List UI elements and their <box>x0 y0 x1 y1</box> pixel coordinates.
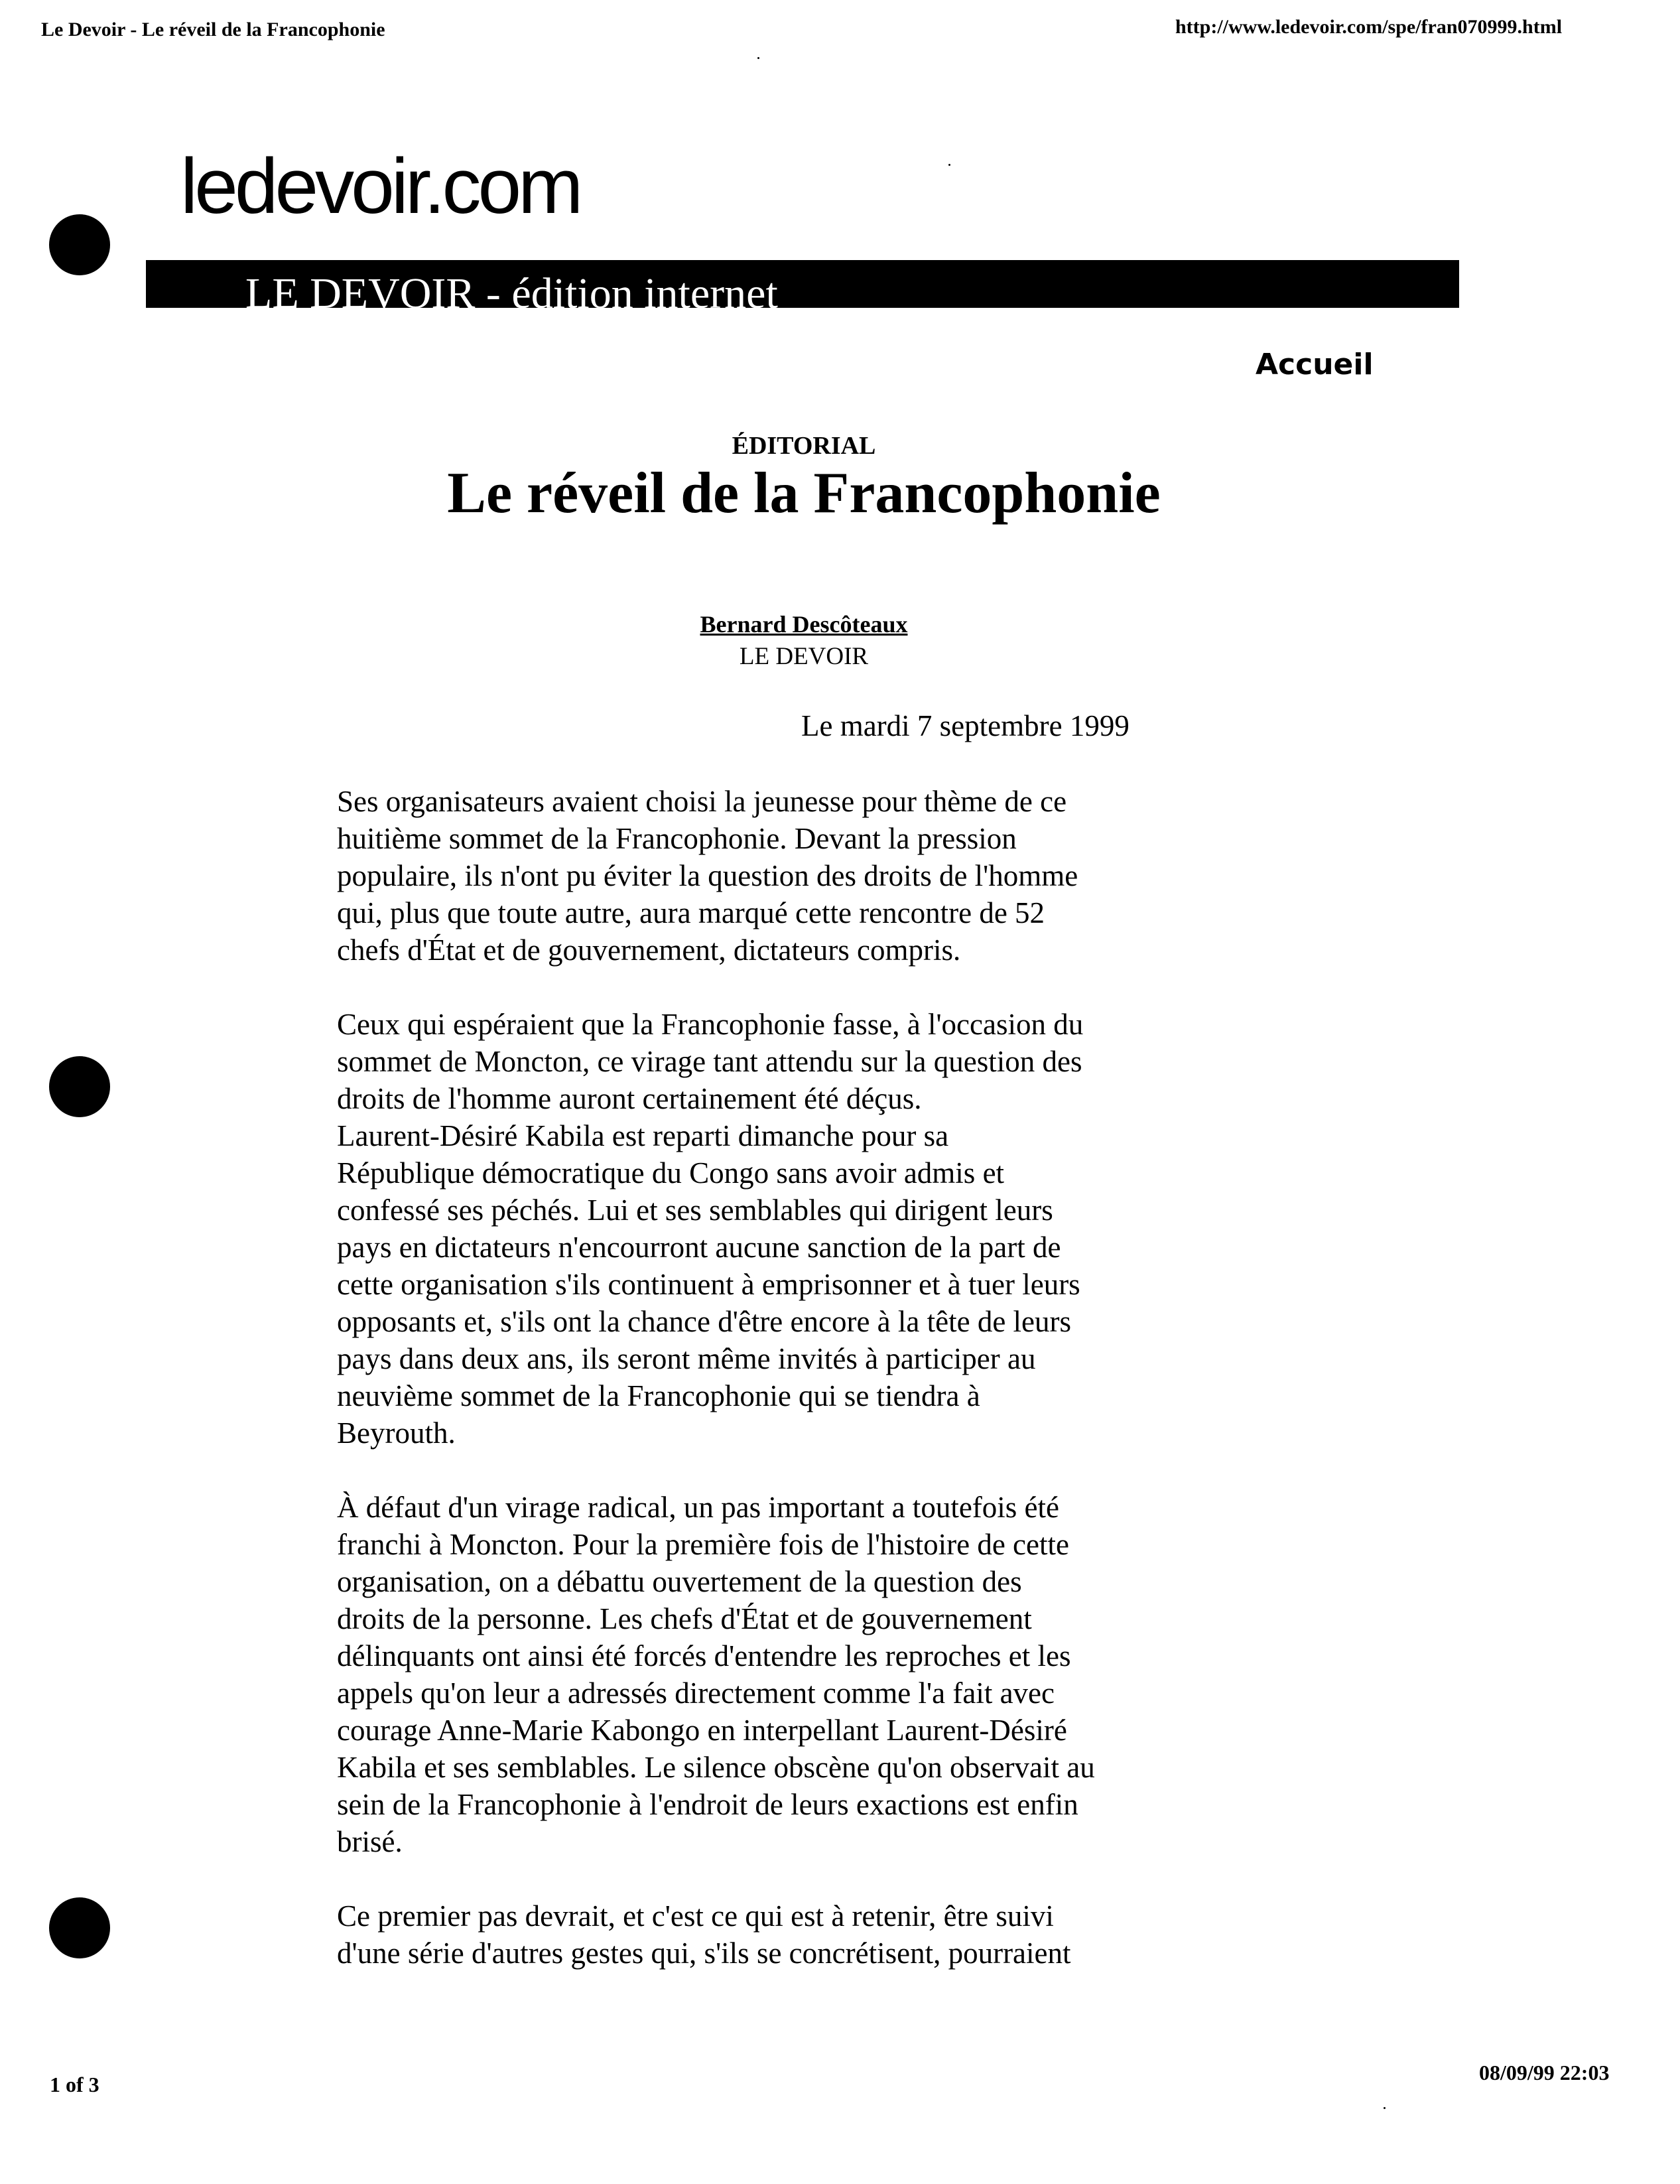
text-line: droits de la personne. Les chefs d'État et de gouvernement <box>337 1602 1032 1635</box>
scan-speck <box>1384 2107 1386 2109</box>
text-line: confessé ses péchés. Lui et ses semblables qui dirigent leurs <box>337 1194 1053 1227</box>
text-line: Beyrouth. <box>337 1416 456 1450</box>
text-line: Kabila et ses semblables. Le silence obscène qu'on observait au <box>337 1751 1095 1784</box>
edition-banner-text: LE DEVOIR - édition internet <box>245 269 778 308</box>
section-label: ÉDITORIAL <box>732 432 876 460</box>
text-line: qui, plus que toute autre, aura marqué cette rencontre de 52 <box>337 896 1045 929</box>
text-line: pays dans deux ans, ils seront même invités à participer au <box>337 1342 1036 1375</box>
binder-hole-top <box>49 214 110 275</box>
text-line: chefs d'État et de gouvernement, dictateurs compris. <box>337 933 961 967</box>
text-line: délinquants ont ainsi été forcés d'entendre les reproches et les <box>337 1639 1071 1672</box>
text-line: Ses organisateurs avaient choisi la jeunesse pour thème de ce <box>337 785 1067 818</box>
article-paragraph <box>337 1489 1173 1860</box>
print-header-page-title: Le Devoir - Le réveil de la Francophonie <box>41 19 385 40</box>
home-link[interactable]: Accueil <box>1256 348 1374 381</box>
text-line: appels qu'on leur a adressés directement comme l'a fait avec <box>337 1676 1055 1710</box>
page-indicator: 1 of 3 <box>50 2073 99 2096</box>
site-logo[interactable]: ledevoir.com <box>180 143 580 230</box>
text-line: franchi à Moncton. Pour la première fois de l'histoire de cette <box>337 1528 1069 1561</box>
text-line: Ce premier pas devrait, et c'est ce qui est à retenir, être suivi <box>337 1899 1054 1933</box>
text-line: brisé. <box>337 1825 403 1858</box>
article-body <box>337 783 1173 2009</box>
edition-banner <box>146 260 1459 308</box>
text-line: Laurent-Désiré Kabila est reparti dimanche pour sa <box>337 1119 949 1152</box>
text-line: neuvième sommet de la Francophonie qui se tiendra à <box>337 1379 980 1412</box>
scan-speck <box>757 57 759 59</box>
article-title: Le réveil de la Francophonie <box>447 461 1161 525</box>
article-paragraph <box>337 1006 1173 1452</box>
text-line: Ceux qui espéraient que la Francophonie fasse, à l'occasion du <box>337 1008 1084 1041</box>
text-line: organisation, on a débattu ouvertement de la question des <box>337 1565 1022 1598</box>
article-paragraph <box>337 1897 1173 1972</box>
text-line: courage Anne-Marie Kabongo en interpellant Laurent-Désiré <box>337 1714 1067 1747</box>
article-date: Le mardi 7 septembre 1999 <box>801 709 1130 742</box>
text-line: À défaut d'un virage radical, un pas important a toutefois été <box>337 1491 1059 1524</box>
author-link[interactable]: Bernard Descôteaux <box>700 611 908 638</box>
text-line: sommet de Moncton, ce virage tant attendu sur la question des <box>337 1045 1082 1078</box>
print-header-url: http://www.ledevoir.com/spe/fran070999.html <box>1175 16 1563 38</box>
text-line: opposants et, s'ils ont la chance d'être encore à la tête de leurs <box>337 1305 1072 1338</box>
binder-hole-bottom <box>49 1897 110 1958</box>
text-line: droits de l'homme auront certainement été déçus. <box>337 1082 922 1115</box>
article-paragraph <box>337 783 1173 969</box>
text-line: sein de la Francophonie à l'endroit de leurs exactions est enfin <box>337 1788 1078 1821</box>
print-timestamp: 08/09/99 22:03 <box>1479 2061 1610 2084</box>
text-line: cette organisation s'ils continuent à emprisonner et à tuer leurs <box>337 1268 1080 1301</box>
text-line: République démocratique du Congo sans avoir admis et <box>337 1156 1005 1190</box>
text-line: d'une série d'autres gestes qui, s'ils se concrétisent, pourraient <box>337 1937 1071 1970</box>
text-line: populaire, ils n'ont pu éviter la question des droits de l'homme <box>337 859 1078 892</box>
binder-hole-middle <box>49 1056 110 1117</box>
text-line: pays en dictateurs n'encourront aucune sanction de la part de <box>337 1231 1061 1264</box>
publication-name: LE DEVOIR <box>739 643 869 670</box>
text-line: huitième sommet de la Francophonie. Devant la pression <box>337 822 1017 855</box>
scan-speck <box>948 164 950 166</box>
